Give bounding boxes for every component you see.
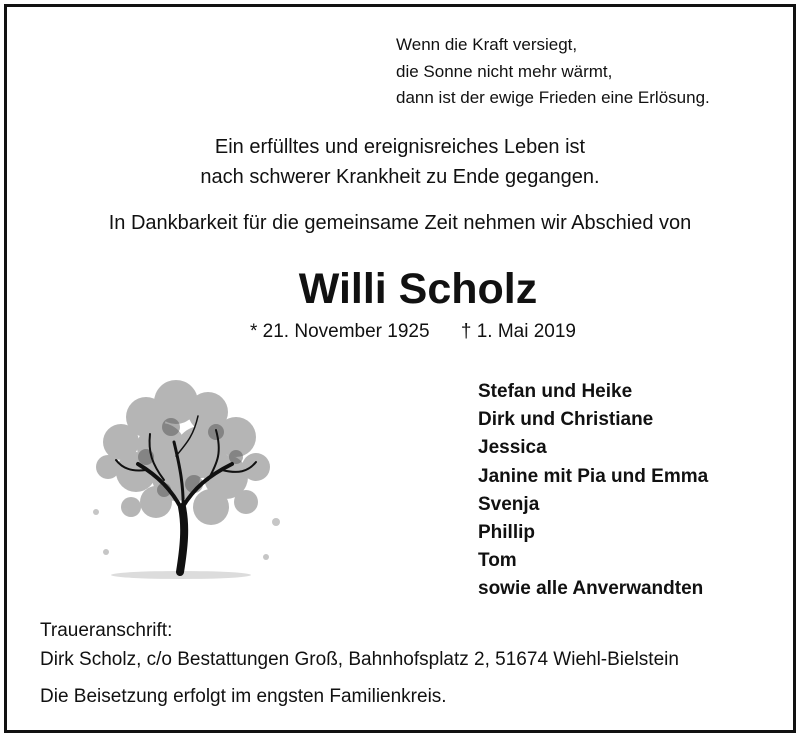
birth-date: * 21. November 1925 <box>250 321 430 342</box>
address-line: Dirk Scholz, c/o Bestattungen Groß, Bahnhofsplatz 2, 51674 Wiehl-Bielstein <box>40 649 679 670</box>
intro-line: nach schwerer Krankheit zu Ende gegangen. <box>200 166 600 188</box>
family-member: Svenja <box>478 493 540 515</box>
family-member: Tom <box>478 550 517 572</box>
family-member: sowie alle Anverwandten <box>478 578 704 600</box>
family-list <box>478 378 708 604</box>
family-member: Jessica <box>478 437 547 459</box>
poem <box>396 32 776 112</box>
deceased-name: Willi Scholz <box>298 265 538 313</box>
life-dates <box>250 318 576 346</box>
family-member: Dirk und Christiane <box>478 409 654 431</box>
poem-line: dann ist der ewige Frieden eine Erlösung. <box>396 88 710 107</box>
family-member: Stefan und Heike <box>478 381 633 402</box>
family-member: Phillip <box>478 522 535 544</box>
intro-line: Ein erfülltes und ereignisreiches Leben ist <box>214 136 586 158</box>
mourning-address <box>40 616 679 674</box>
tree-icon <box>76 372 296 582</box>
poem-line: Wenn die Kraft versiegt, <box>396 35 578 54</box>
burial-note: Die Beisetzung erfolgt im engsten Familienkreis. <box>40 686 447 707</box>
intro-text <box>0 132 800 192</box>
family-member: Janine mit Pia und Emma <box>478 465 709 487</box>
address-label: Traueranschrift: <box>40 620 173 641</box>
death-date: † 1. Mai 2019 <box>460 321 576 342</box>
farewell-line: In Dankbarkeit für die gemeinsame Zeit nehmen wir Abschied von <box>108 212 692 234</box>
poem-line: die Sonne nicht mehr wärmt, <box>396 61 613 81</box>
